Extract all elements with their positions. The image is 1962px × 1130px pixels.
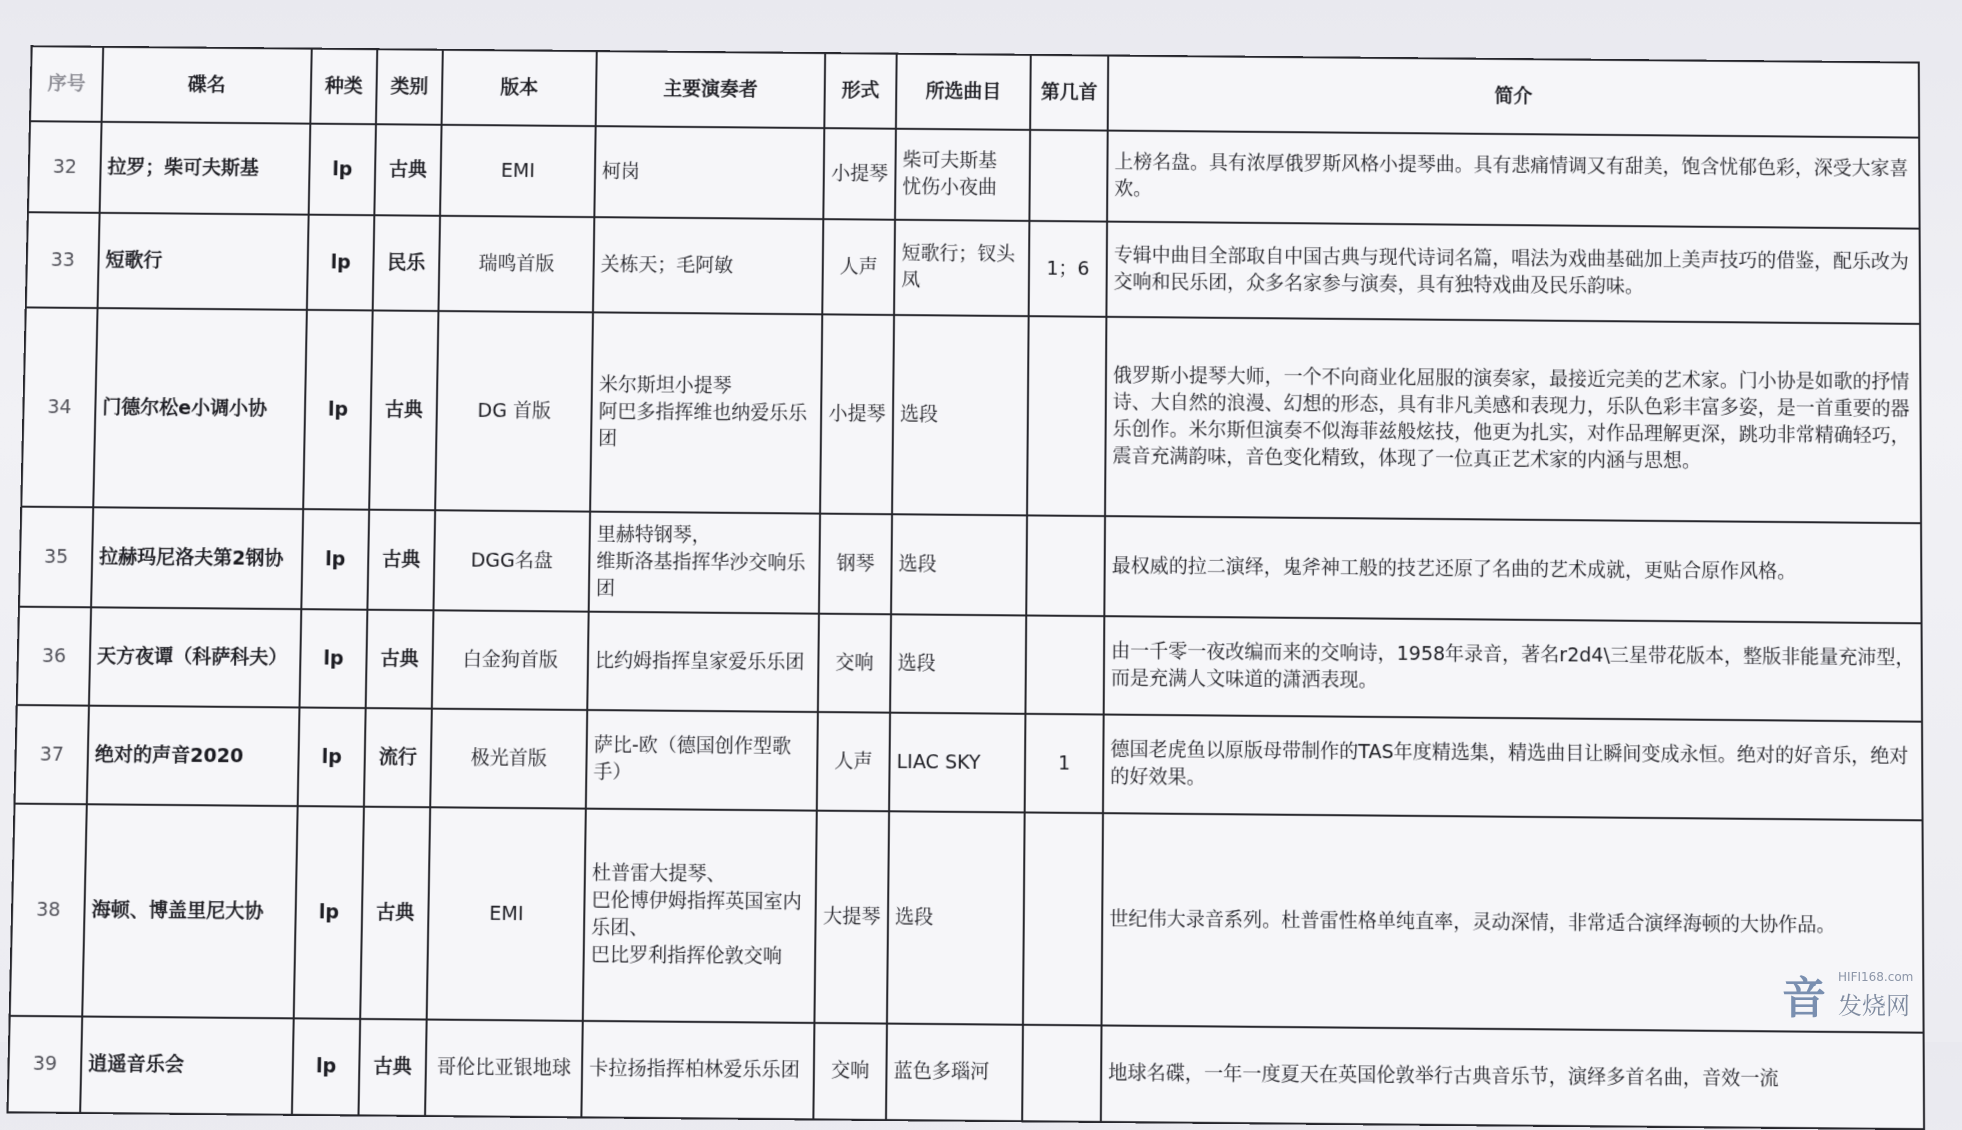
cell-performers <box>586 710 818 811</box>
cell-track-no <box>1029 130 1107 222</box>
cell-edition: DG 首版 <box>435 311 593 512</box>
cell-performers <box>590 312 822 513</box>
cell-performers-line: 米尔斯坦小提琴 <box>598 373 732 397</box>
site-watermark <box>1782 968 1932 1028</box>
cell-category: 古典 <box>358 1019 426 1116</box>
cell-no: 33 <box>26 212 100 308</box>
cell-edition: EMI <box>427 807 586 1021</box>
header-tracks: 所选曲目 <box>896 54 1031 130</box>
table-row <box>26 212 1920 324</box>
cell-no: 32 <box>28 121 102 213</box>
cell-tracks <box>895 129 1030 221</box>
cell-track-no <box>1027 316 1106 516</box>
cell-performers <box>581 1021 814 1120</box>
cell-tracks-line: 短歌行；钗头凤 <box>901 242 1016 292</box>
cell-tracks-line: 选段 <box>899 403 939 426</box>
header-performers: 主要演奏者 <box>596 51 825 128</box>
header-form: 形式 <box>824 53 896 129</box>
cell-title: 短歌行 <box>98 213 309 310</box>
cell-category: 古典 <box>369 310 438 510</box>
cell-performers-line: 比约姆指挥皇家爱乐乐团 <box>594 649 805 674</box>
cell-performers <box>594 126 824 219</box>
cell-intro: 由一千零一夜改编而来的交响诗，1958年录音，著名r2d4\三星带花版本，整版非能量充沛型，而是充满人文味道的潇洒表现。 <box>1104 616 1922 722</box>
cell-no: 38 <box>10 804 87 1017</box>
cell-category: 古典 <box>367 510 435 611</box>
cell-no: 36 <box>17 607 91 706</box>
cell-performers-line: 卡拉扬指挥柏林爱乐乐团 <box>588 1057 800 1082</box>
cell-title: 逍遥音乐会 <box>80 1017 294 1115</box>
cell-form: 交响 <box>813 1023 887 1120</box>
header-category: 类别 <box>376 49 443 125</box>
cell-form: 钢琴 <box>819 514 892 615</box>
cell-performers-line: 柯岗 <box>601 160 640 183</box>
cell-track-no <box>1025 615 1104 714</box>
cell-intro: 专辑中曲目全部取自中国古典与现代诗词名篇，唱法为戏曲基础加上美声技巧的借鉴，配乐改为交响和民乐团，众多名家参与演奏，具有独特戏曲及民乐韵味。 <box>1106 222 1920 324</box>
cell-category: 古典 <box>360 807 430 1020</box>
table-row <box>8 1016 1925 1129</box>
cell-kind: lp <box>303 310 372 510</box>
table-row <box>17 607 1922 722</box>
cell-performers-line: 阿巴多指挥维也纳爱乐乐团 <box>597 400 808 450</box>
header-no: 序号 <box>30 46 103 122</box>
cell-performers-line: 关栋天；毛阿敏 <box>600 253 734 277</box>
cell-track-no <box>1022 1025 1101 1122</box>
cell-tracks-line: 选段 <box>898 552 937 576</box>
cell-edition: DGG名盘 <box>433 510 590 611</box>
table-row <box>15 705 1923 820</box>
cell-track-no <box>1023 812 1103 1025</box>
cell-intro: 世纪伟大录音系列。杜普雷性格单纯直率，灵动深情，非常适合演绎海顿的大协作品。 <box>1102 813 1924 1033</box>
header-intro: 简介 <box>1108 56 1919 138</box>
cell-tracks-line: 选段 <box>897 651 936 675</box>
cell-performers-line: 里赫特钢琴， <box>596 523 711 547</box>
cell-track-no: 1；6 <box>1029 221 1107 317</box>
cell-performers <box>587 612 819 712</box>
cell-title: 绝对的声音2020 <box>87 706 300 806</box>
table-row <box>28 121 1920 228</box>
header-edition: 版本 <box>442 50 597 126</box>
cell-performers-line: 巴伦博伊姆指挥英国室内乐团、 <box>590 889 802 940</box>
cell-title: 天方夜谭（科萨科夫） <box>89 607 301 707</box>
cell-track-no: 1 <box>1025 714 1104 813</box>
cell-intro: 最权威的拉二演绎，鬼斧神工般的技艺还原了名曲的艺术成就，更贴合原作风格。 <box>1104 516 1921 623</box>
header-kind: 种类 <box>310 49 377 125</box>
cell-tracks-line: 忧伤小夜曲 <box>902 176 997 199</box>
cell-kind: lp <box>299 609 367 708</box>
cell-tracks <box>886 1024 1023 1122</box>
cell-track-no <box>1026 515 1105 616</box>
cell-kind: lp <box>307 215 374 311</box>
cell-tracks-line: 选段 <box>894 905 934 929</box>
cell-title: 拉赫玛尼洛夫第2钢协 <box>91 507 303 609</box>
cell-tracks <box>887 811 1025 1024</box>
cell-intro: 德国老虎鱼以原版母带制作的TAS年度精选集，精选曲目让瞬间变成永恒。绝对的好音乐，绝对的好效果。 <box>1103 715 1923 821</box>
cell-no: 35 <box>19 507 93 608</box>
cell-category: 古典 <box>366 610 434 709</box>
cell-kind: lp <box>301 509 369 610</box>
cell-edition: 哥伦比亚银地球 <box>425 1020 583 1118</box>
lp-catalog-table <box>6 45 1925 1130</box>
cell-tracks-line: 柴可夫斯基 <box>902 149 998 173</box>
cell-no: 34 <box>21 307 97 507</box>
cell-kind: lp <box>309 124 376 216</box>
cell-no: 37 <box>15 705 89 804</box>
cell-edition: EMI <box>440 125 596 217</box>
cell-tracks-line: LIAC SKY <box>896 750 981 774</box>
cell-edition: 极光首版 <box>430 709 587 809</box>
cell-form: 人声 <box>822 219 895 315</box>
cell-performers <box>583 809 817 1023</box>
cell-tracks <box>892 315 1029 515</box>
watermark-name: 发烧网 <box>1838 992 1910 1020</box>
cell-edition: 白金狗首版 <box>432 610 589 710</box>
header-track-no: 第几首 <box>1030 55 1108 131</box>
cell-form: 小提琴 <box>823 128 896 220</box>
cell-category: 古典 <box>374 124 441 216</box>
cell-tracks-line: 蓝色多瑙河 <box>893 1060 990 1084</box>
cell-category: 流行 <box>364 708 432 807</box>
cell-form: 交响 <box>818 614 891 713</box>
cell-performers-line: 维斯洛基指挥华沙交响乐团 <box>595 550 806 600</box>
watermark-logo-icon: 音 <box>1782 973 1826 1024</box>
cell-edition: 瑞鸣首版 <box>438 216 594 313</box>
cell-form: 小提琴 <box>820 314 894 514</box>
cell-title: 门德尔松e小调小协 <box>93 308 307 509</box>
cell-intro: 俄罗斯小提琴大师，一个不向商业化屈服的演奏家，最接近完美的艺术家。门小协是如歌的抒情诗、大自然的浪漫、幻想的形态，具有非凡美感和表现力，乐队色彩丰富多姿，是一首重要的器乐创作。米尔斯但演奏不似海菲兹般炫技，他更为扎实，对作品理解更深，跳功非常精确轻巧，震音充满韵味，音色变化精致，体现了一位真正艺术家的内涵与思想。 <box>1105 317 1921 523</box>
cell-performers-line: 萨比-欧（德国创作型歌手） <box>593 734 792 784</box>
cell-title: 海顿、博盖里尼大协 <box>82 804 297 1018</box>
cell-tracks <box>894 220 1029 316</box>
cell-form: 人声 <box>817 712 890 811</box>
table-row <box>10 804 1924 1033</box>
cell-no: 39 <box>8 1016 83 1113</box>
cell-form: 大提琴 <box>814 811 889 1024</box>
watermark-site: HIFI168.com <box>1838 970 1914 984</box>
cell-kind: lp <box>292 1018 360 1115</box>
cell-performers-line: 巴比罗利指挥伦敦交响 <box>590 943 783 968</box>
cell-category: 民乐 <box>373 215 440 311</box>
cell-tracks <box>890 614 1026 714</box>
header-title: 碟名 <box>102 47 312 124</box>
cell-tracks <box>889 713 1025 813</box>
cell-tracks <box>891 514 1027 615</box>
cell-title: 拉罗；柴可夫斯基 <box>100 122 311 215</box>
cell-performers <box>593 217 823 314</box>
cell-kind: lp <box>298 707 366 806</box>
cell-performers <box>589 512 820 614</box>
cell-kind: lp <box>294 806 364 1019</box>
cell-intro: 地球名碟，一年一度夏天在英国伦敦举行古典音乐节，演绎多首名曲，音效一流 <box>1101 1025 1924 1129</box>
table-row <box>21 307 1921 523</box>
table-row <box>19 507 1922 624</box>
cell-performers-line: 杜普雷大提琴、 <box>591 862 726 886</box>
cell-intro: 上榜名盘。具有浓厚俄罗斯风格小提琴曲。具有悲痛情调又有甜美，饱含忧郁色彩，深受大家喜欢。 <box>1107 131 1920 229</box>
